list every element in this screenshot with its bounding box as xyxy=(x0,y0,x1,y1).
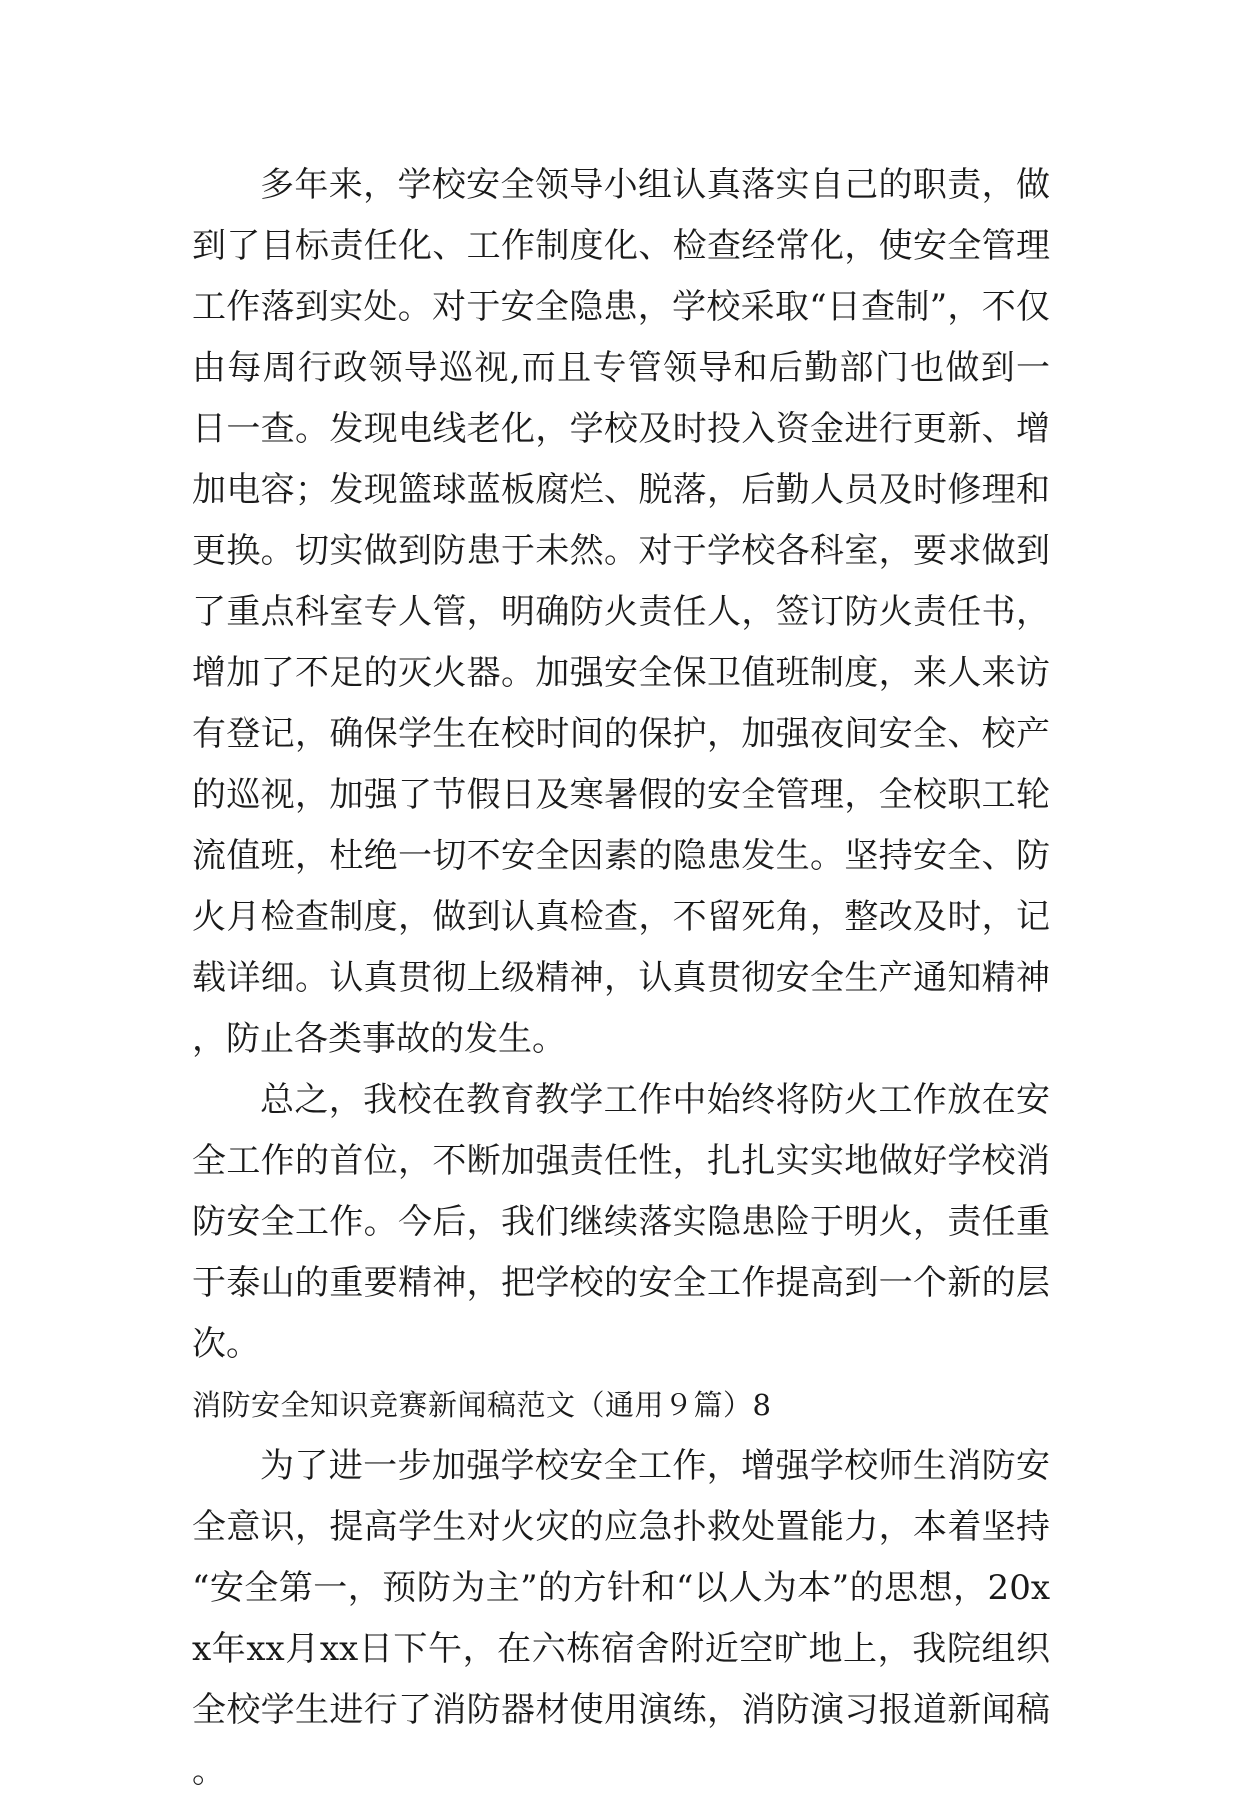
document-body xyxy=(192,155,1050,1802)
paragraph-safety-management: 多年来，学校安全领导小组认真落实自己的职责，做到了目标责任化、工作制度化、检查经常化，使安全管理工作落到实处。对于安全隐患，学校采取“日查制”，不仅由每周行政领导巡视,而且专管领导和后勤部门也做到一日一查。发现电线老化，学校及时投入资金进行更新、增加电容；发现篮球蓝板腐烂、脱落，后勤人员及时修理和更换。切实做到防患于未然。对于学校各科室，要求做到了重点科室专人管，明确防火责任人，签订防火责任书，增加了不足的灭火器。加强安全保卫值班制度，来人来访有登记，确保学生在校时间的保护，加强夜间安全、校产的巡视，加强了节假日及寒暑假的安全管理，全校职工轮流值班，杜绝一切不安全因素的隐患发生。坚持安全、防火月检查制度，做到认真检查，不留死角，整改及时，记载详细。认真贯彻上级精神，认真贯彻安全生产通知精神，防止各类事故的发生。 xyxy=(192,165,1050,1059)
paragraph-fire-drill: 为了进一步加强学校安全工作，增强学校师生消防安全意识，提高学生对火灾的应急扑救处置能力，本着坚持“安全第一，预防为主”的方针和“以人为本”的思想，20xx年xx月xx日下午，在六栋宿舍附近空旷地上，我院组织全校学生进行了消防器材使用演练，消防演习报道新闻稿。 xyxy=(192,1446,1050,1791)
paragraph-summary: 总之，我校在教育教学工作中始终将防火工作放在安全工作的首位，不断加强责任性，扎扎实实地做好学校消防安全工作。今后，我们继续落实隐患险于明火，责任重于泰山的重要精神，把学校的安全工作提高到一个新的层次。 xyxy=(192,1080,1050,1364)
section-heading: 消防安全知识竞赛新闻稿范文（通用９篇）8 xyxy=(192,1388,772,1422)
